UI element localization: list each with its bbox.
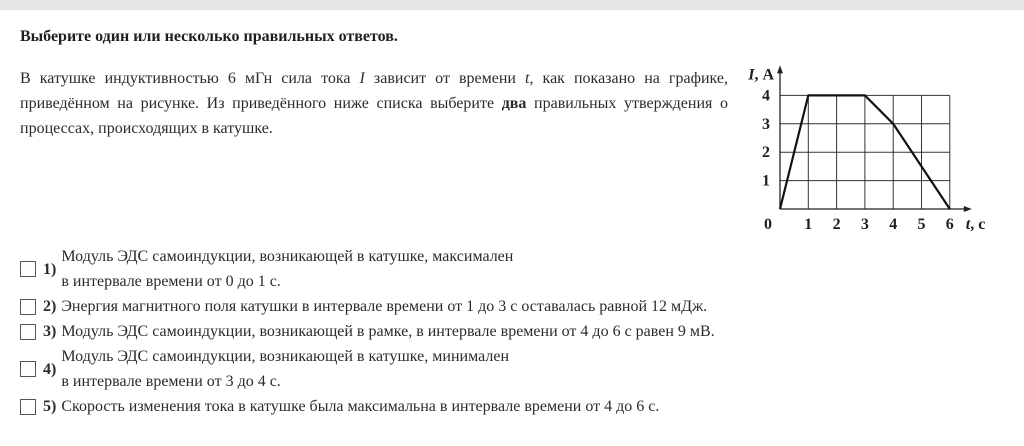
option-4-text-line-1: Модуль ЭДС самоиндукции, возникающей в катушке, минимален <box>61 348 509 365</box>
x-tick-label: 3 <box>860 216 869 233</box>
x-tick-label: 5 <box>917 216 926 233</box>
chart-axes <box>777 65 972 212</box>
question-part-1: В катушке индуктивностью 6 мГн сила тока <box>20 70 360 87</box>
question-part-4: правильных утверждения о процессах, происходящих в катушке. <box>20 95 728 137</box>
x-axis-label: t, с <box>965 216 986 233</box>
question-part-2: зависит от времени <box>364 70 526 87</box>
origin-label: 0 <box>764 216 772 233</box>
option-4-text-line-2: в интервале времени от 3 до 4 с. <box>61 373 281 390</box>
x-tick-label: 2 <box>832 216 841 233</box>
question-text <box>20 66 728 141</box>
y-tick-label: 1 <box>762 172 770 190</box>
question-part-3: , как показано на графике, приведённом на рисунке. Из приведённого ниже списка выберите <box>20 70 728 112</box>
task-heading: Выберите один или несколько правильных ответов. <box>20 28 398 45</box>
option-5-number: 5) <box>43 398 57 415</box>
top-bar <box>0 0 1024 10</box>
option-2-number: 2) <box>43 298 57 315</box>
option-3-checkbox[interactable] <box>20 324 36 340</box>
option-2-checkbox[interactable] <box>20 299 36 315</box>
answer-option-2[interactable] <box>20 294 707 319</box>
y-tick-label: 3 <box>762 115 770 133</box>
chart-grid <box>780 95 950 209</box>
y-axis-arrow <box>777 65 783 73</box>
y-tick-label: 2 <box>762 144 770 162</box>
answer-option-5[interactable] <box>20 394 659 419</box>
x-tick-label: 6 <box>945 216 954 233</box>
option-1-text-line-1: Модуль ЭДС самоиндукции, возникающей в катушке, максимален <box>61 248 514 265</box>
option-2-text: Энергия магнитного поля катушки в интервале времени от 1 до 3 с оставалась равной 12 мДж. <box>61 298 708 315</box>
y-tick-label: 4 <box>762 87 770 105</box>
option-5-checkbox[interactable] <box>20 399 36 415</box>
x-tick-label: 1 <box>804 216 813 233</box>
option-3-number: 3) <box>43 323 57 340</box>
option-1-text-line-2: в интервале времени от 0 до 1 с. <box>61 273 281 290</box>
option-1-checkbox[interactable] <box>20 261 36 277</box>
variable-t: t <box>525 70 530 87</box>
question-emphasis: два <box>501 95 527 112</box>
answer-option-4[interactable] <box>20 344 509 394</box>
option-4-number: 4) <box>43 360 57 378</box>
option-5-text: Скорость изменения тока в катушке была максимальна в интервале времени от 4 до 6 с. <box>61 398 660 415</box>
current-time-graph <box>736 58 996 238</box>
x-axis-arrow <box>964 206 972 212</box>
answer-option-3[interactable] <box>20 319 715 344</box>
option-3-text: Модуль ЭДС самоиндукции, возникающей в рамке, в интервале времени от 4 до 6 с равен 9 мВ. <box>61 323 715 340</box>
answer-option-1[interactable] <box>20 244 513 294</box>
x-tick-label: 4 <box>889 216 898 233</box>
option-4-checkbox[interactable] <box>20 361 36 377</box>
y-axis-label: I, А <box>748 66 774 84</box>
option-1-number: 1) <box>43 260 57 278</box>
variable-i: I <box>359 70 365 87</box>
